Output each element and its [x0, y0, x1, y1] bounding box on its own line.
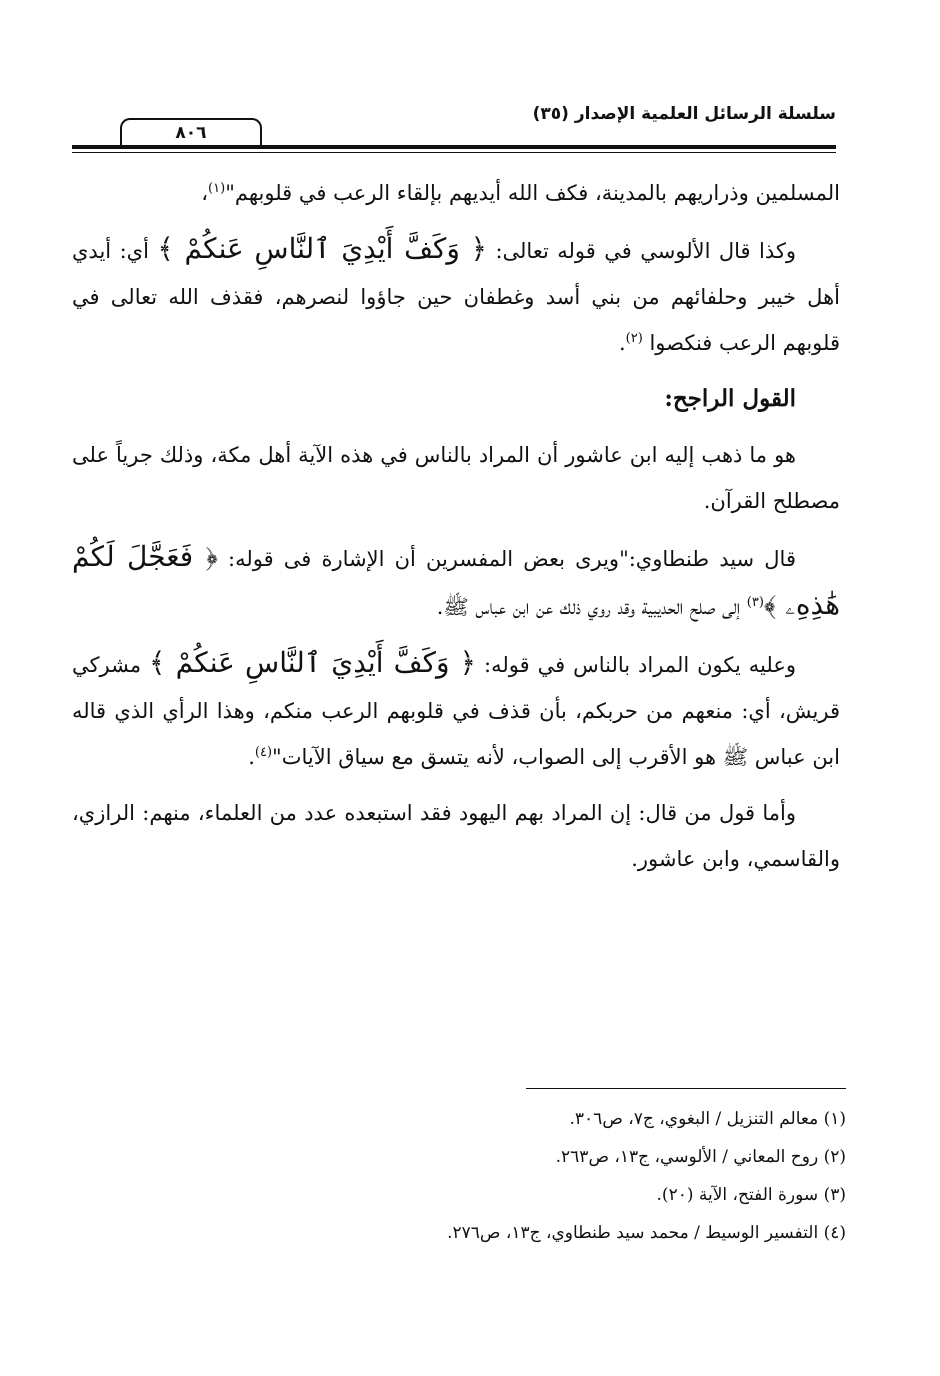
- footnote-ref-1: (١): [208, 181, 226, 196]
- page-number: ٨٠٦: [120, 118, 262, 146]
- footnote-ref-4: (٤): [254, 745, 273, 760]
- series-title: سلسلة الرسائل العلمية الإصدار (٣٥): [532, 104, 836, 124]
- page-header: [72, 100, 836, 150]
- paragraph-1: المسلمين وذراريهم بالمدينة، فكف الله أيديهم بإلقاء الرعب في قلوبهم"$^{(١)}$،: [201, 181, 840, 205]
- paragraph-5: وعليه يكون المراد بالناس في قوله: ﴿ وَكَفَّ أَيْدِيَ ٱلنَّاسِ عَنكُمْ ﴾ مشركي قريش، أي: منعهم من حربكم، بأن قذف في قلوبهم الرعب منكم، وهذا الرأي الذي قاله ابن عباس ﷺ هو الأقرب إلى الصواب، لأنه يتسق مع سياق الآيات"$^{(٤)}$.: [72, 646, 840, 769]
- quran-verse: ﴿ فَعَجَّلَ لَكُمْ هَٰذِهِۦ ﴾: [72, 540, 840, 621]
- paragraph-3: هو ما ذهب إليه ابن عاشور أن المراد بالناس في هذه الآية أهل مكة، وذلك جرياً على مصطلح القرآن.: [72, 443, 840, 513]
- paragraph-6: وأما قول من قال: إن المراد بهم اليهود فقد استبعده عدد من العلماء، منهم: الرازي، والقاسمي، وابن عاشور.: [72, 801, 840, 871]
- quran-verse: ﴿ وَكَفَّ أَيْدِيَ ٱلنَّاسِ عَنكُمْ ﴾: [157, 232, 487, 265]
- footnote-1: (١) معالم التنزيل / البغوي، ج٧، ص٣٠٦.: [569, 1109, 846, 1129]
- main-text: [72, 170, 840, 892]
- footnote-2: (٢) روح المعاني / الألوسي، ج١٣، ص٢٦٣.: [555, 1147, 846, 1167]
- section-heading: القول الراجح:: [664, 385, 796, 412]
- footnote-ref-3: (٣): [746, 595, 764, 610]
- footnote-4: (٤) التفسير الوسيط / محمد سيد طنطاوي، ج١٣، ص٢٧٦.: [447, 1223, 846, 1243]
- header-rule-thin: [72, 152, 836, 153]
- paragraph-2: وكذا قال الألوسي في قوله تعالى: ﴿ وَكَفَّ أَيْدِيَ ٱلنَّاسِ عَنكُمْ ﴾ أي: أيدي أهل خيبر وحلفائهم من بني أسد وغطفان حين جاؤوا لنصرهم، فقذف الله تعالى في قلوبهم الرعب فنكصوا $^{(٢)}$.: [72, 232, 840, 355]
- footnotes: [72, 1100, 846, 1252]
- quran-verse: ﴿ وَكَفَّ أَيْدِيَ ٱلنَّاسِ عَنكُمْ ﴾: [149, 646, 477, 679]
- paragraph-4: قال سيد طنطاوي:"ويرى بعض المفسرين أن الإشارة فى قوله: ﴿ فَعَجَّلَ لَكُمْ هَٰذِهِۦ ﴾$^{(٣)}$ إلى صلح الحديبية وقد روي ذلك عن ابن عباس ﷺ.: [72, 540, 840, 621]
- footnote-ref-2: (٢): [625, 331, 643, 346]
- header-rule-thick: [72, 145, 836, 149]
- footnote-separator: [526, 1088, 846, 1089]
- footnote-3: (٣) سورة الفتح، الآية (٢٠).: [656, 1185, 846, 1205]
